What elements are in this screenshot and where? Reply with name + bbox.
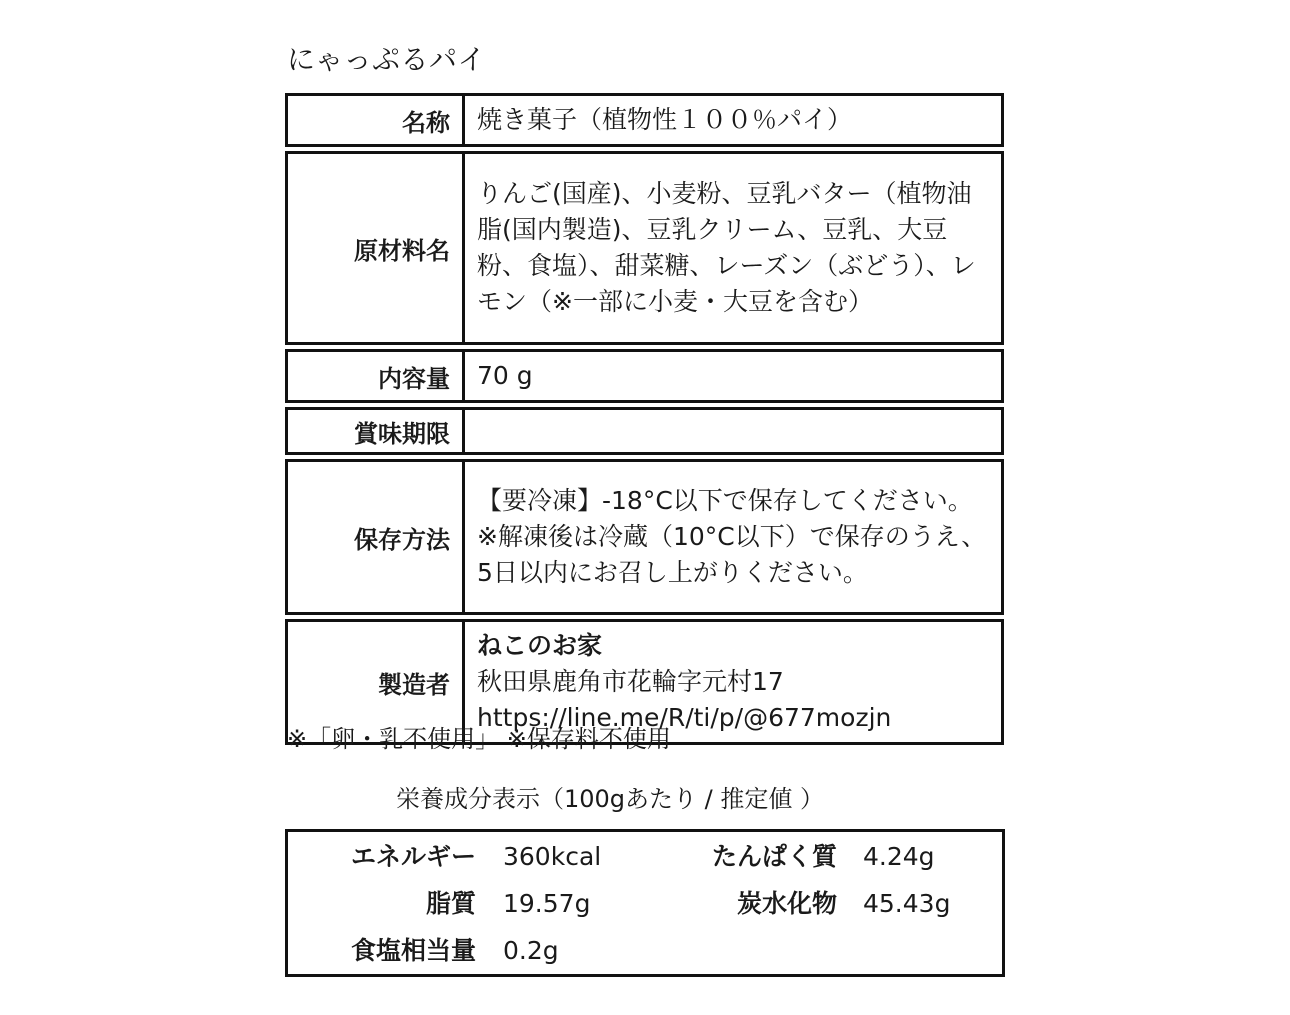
- label-key-name: 名称: [285, 93, 465, 147]
- salt-label: 食塩相当量: [350, 936, 476, 965]
- label-value-storage: 【要冷凍】-18°C以下で保存してください。※解凍後は冷蔵（10°C以下）で保存のうえ、5日以内にお召し上がりください。: [465, 459, 1004, 615]
- allergen-note: ※「卵・乳不使用」 ※保存料不使用: [287, 725, 671, 753]
- fat-label: 脂質: [425, 889, 476, 918]
- label-key-capacity: 内容量: [285, 349, 465, 403]
- maker-url: https://line.me/R/ti/p/@677mozjn: [477, 703, 892, 732]
- protein-label: たんぱく質: [711, 842, 837, 871]
- label-row-name: [285, 93, 1004, 147]
- label-value-capacity: 70 g: [465, 349, 1004, 403]
- nutrition-row-3: [288, 931, 1002, 971]
- label-value-expiry: [465, 407, 1004, 455]
- label-value-name: 焼き菓子（植物性１００％パイ）: [465, 93, 1004, 147]
- label-row-expiry: [285, 407, 1004, 455]
- nutrition-box: [285, 829, 1005, 977]
- maker-name: ねこのお家: [477, 631, 603, 660]
- maker-address: 秋田県鹿角市花輪字元村17: [477, 667, 784, 696]
- label-key-ingredients: 原材料名: [285, 151, 465, 345]
- salt-value: 0.2g: [503, 936, 559, 965]
- energy-value: 360kcal: [503, 842, 602, 871]
- energy-label: エネルギー: [350, 842, 476, 871]
- label-row-capacity: [285, 349, 1004, 403]
- nutrition-row-2: [288, 884, 1002, 924]
- carb-value: 45.43g: [863, 889, 951, 918]
- nutrition-row-1: [288, 837, 1002, 877]
- carb-label: 炭水化物: [736, 889, 837, 918]
- protein-value: 4.24g: [863, 842, 935, 871]
- food-label-table: [285, 89, 1004, 749]
- label-key-storage: 保存方法: [285, 459, 465, 615]
- nutrition-title: 栄養成分表示（100gあたり / 推定値 ）: [396, 785, 825, 813]
- label-key-maker: 製造者: [285, 619, 465, 745]
- label-row-storage: [285, 459, 1004, 615]
- label-key-expiry: 賞味期限: [285, 407, 465, 455]
- product-title: にゃっぷるパイ: [287, 43, 486, 76]
- label-value-ingredients: りんご(国産)、小麦粉、豆乳バター（植物油脂(国内製造)、豆乳クリーム、豆乳、大豆粉、食塩）、甜菜糖、レーズン（ぶどう）、レモン（※一部に小麦・大豆を含む）: [465, 151, 1004, 345]
- label-row-ingredients: [285, 151, 1004, 345]
- fat-value: 19.57g: [503, 889, 591, 918]
